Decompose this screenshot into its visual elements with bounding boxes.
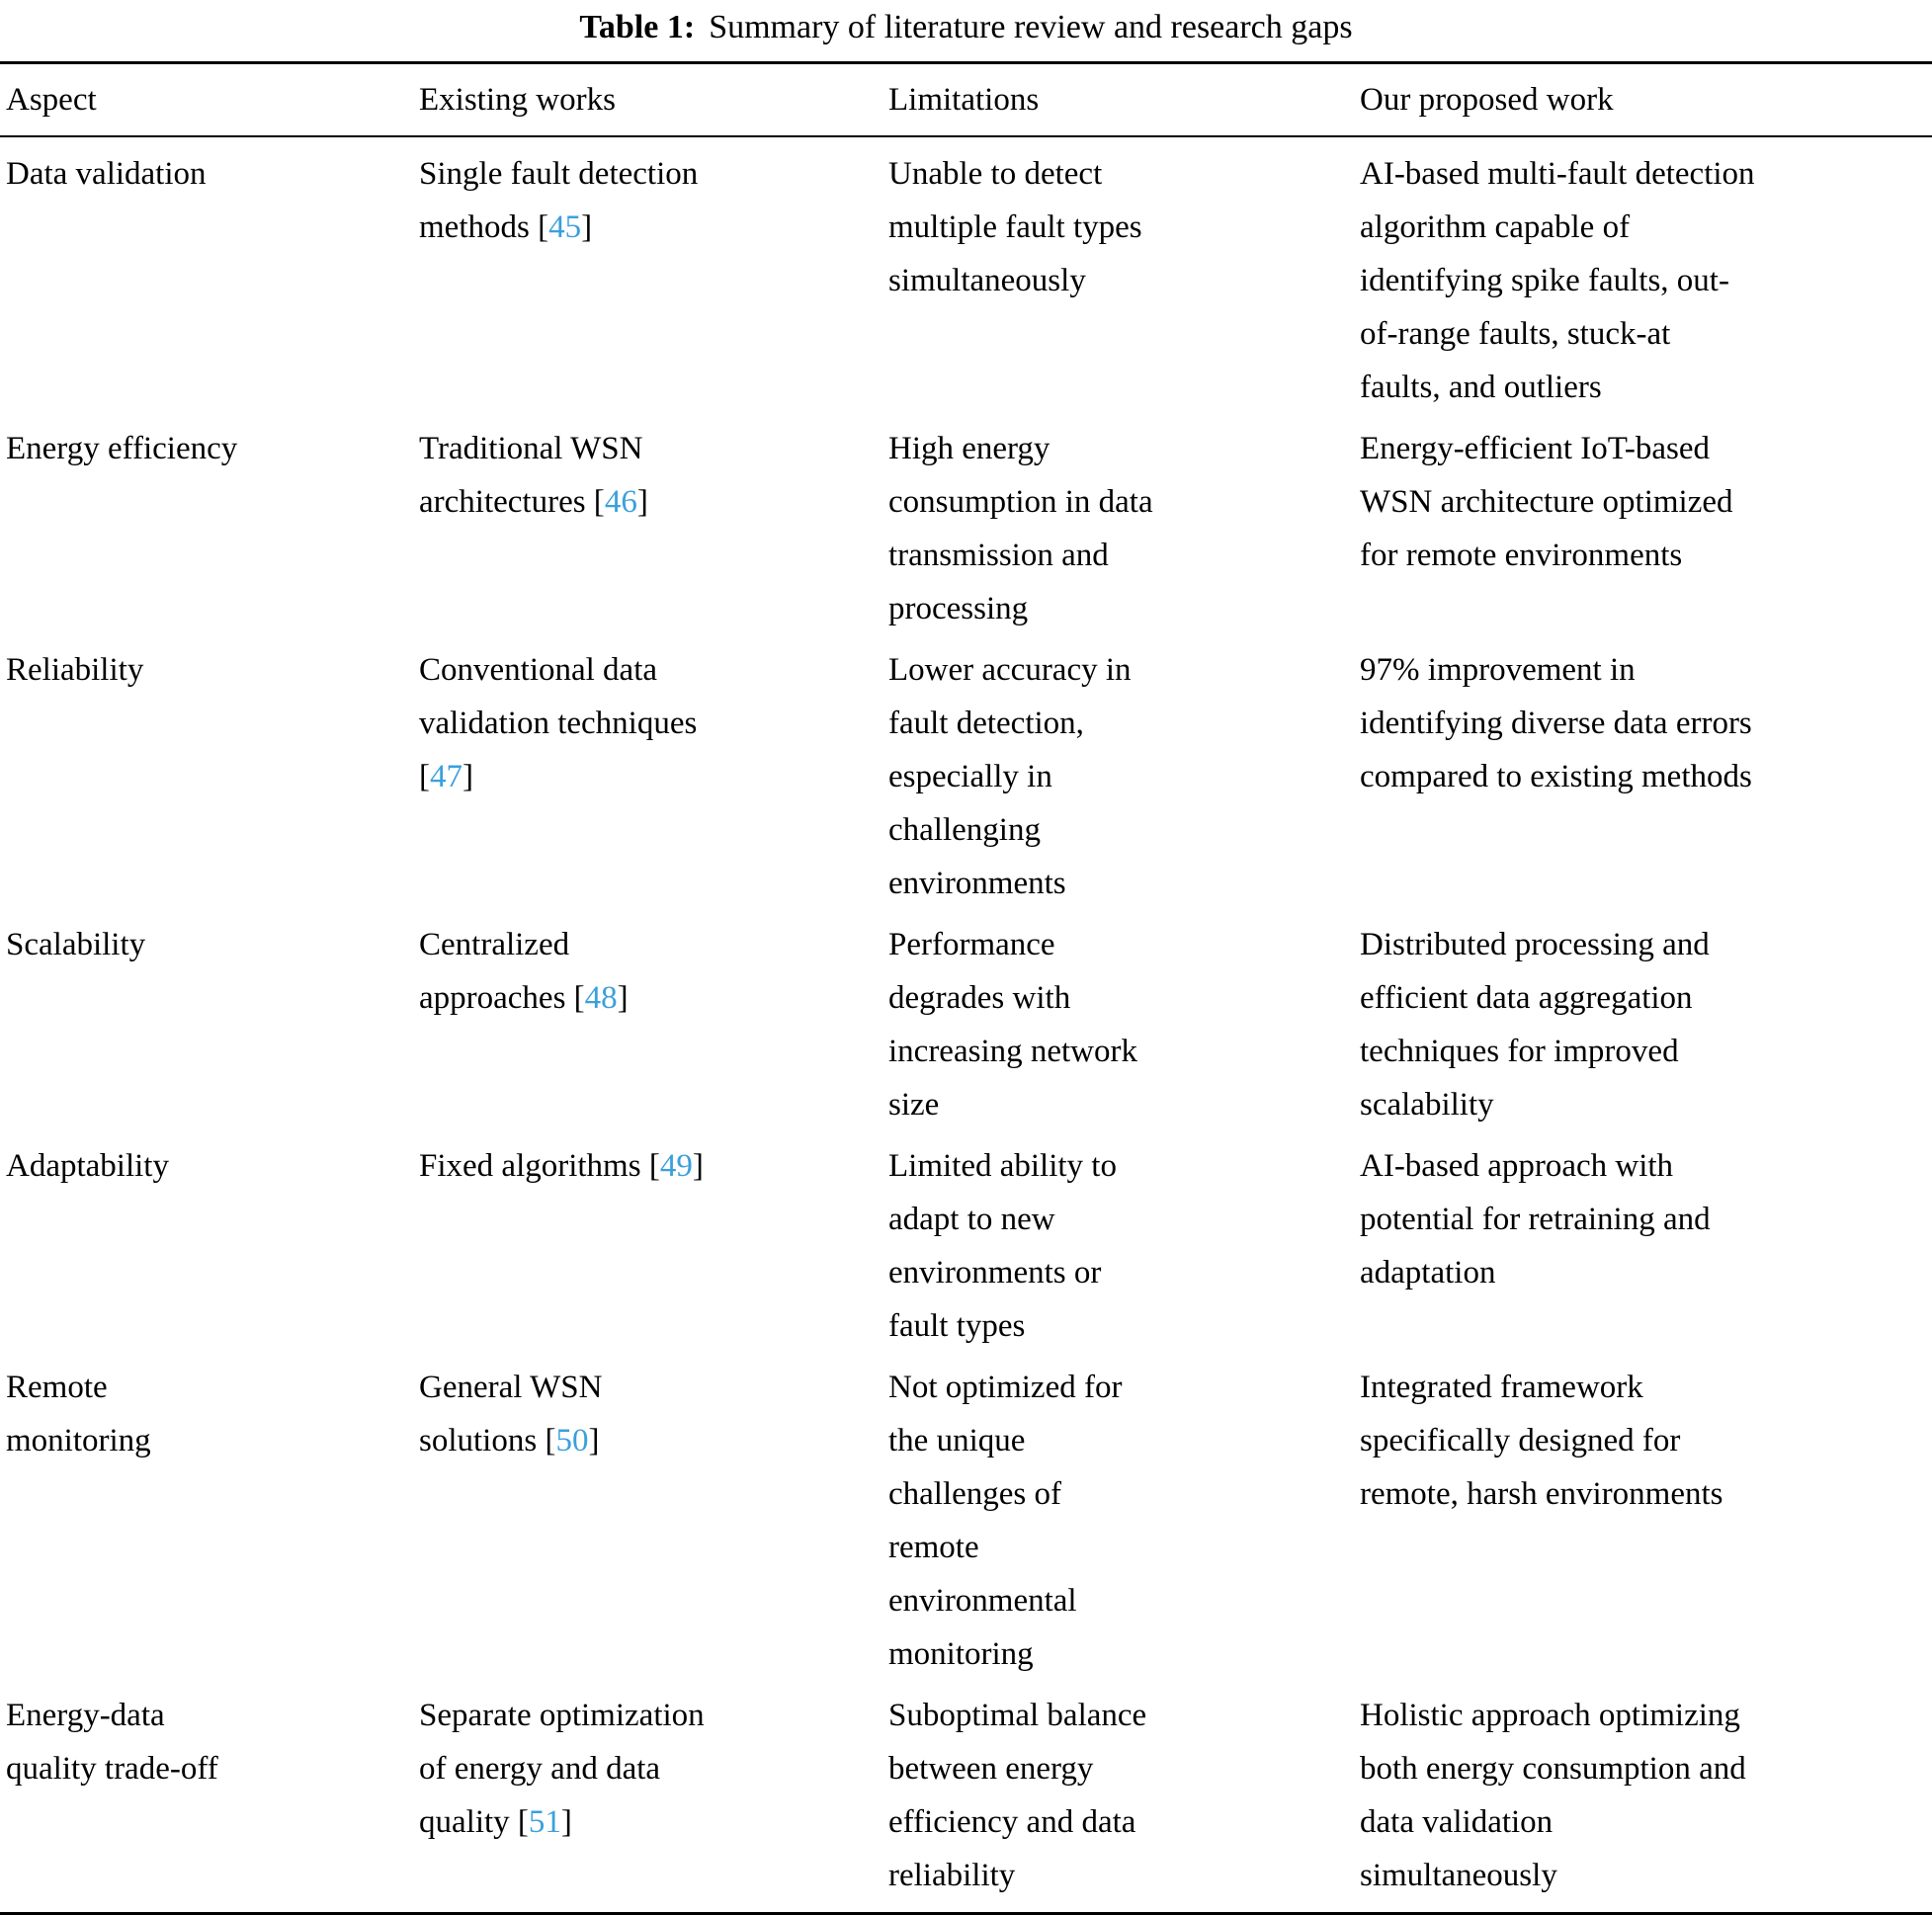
table-cell: Holistic approach optimizing both energy consumption and data validation simultaneously	[1360, 1698, 1746, 1893]
table-cell: Remote monitoring	[6, 1370, 151, 1458]
table-cell: High energy consumption in data transmission and processing	[888, 431, 1153, 626]
table-cell: Conventional data validation techniques [47]	[419, 652, 698, 794]
table-cell: Fixed algorithms [49]	[419, 1148, 704, 1184]
table-cell: Scalability	[6, 927, 146, 962]
column-header: Our proposed work	[1354, 63, 1932, 137]
table-cell: Centralized approaches [48]	[419, 927, 629, 1016]
table-body	[0, 136, 1932, 1914]
citation-link[interactable]: 49	[659, 1148, 693, 1184]
citation-link[interactable]: 47	[430, 759, 462, 794]
citation-link[interactable]: 46	[604, 484, 637, 520]
table-caption-text: Summary of literature review and research gaps	[709, 9, 1353, 45]
column-header: Existing works	[413, 63, 882, 137]
table-row	[0, 414, 1932, 635]
table-row	[0, 1131, 1932, 1353]
table-cell: Separate optimization of energy and data quality [51]	[419, 1698, 705, 1840]
table-cell: 97% improvement in identifying diverse data errors compared to existing methods	[1360, 652, 1752, 794]
table-cell: Reliability	[6, 652, 144, 688]
table-cell: Suboptimal balance between energy efficiency and data reliability	[888, 1698, 1147, 1893]
table-cell: Performance degrades with increasing network size	[888, 927, 1137, 1123]
table-caption	[0, 6, 1932, 49]
table-cell: Traditional WSN architectures [46]	[419, 431, 648, 520]
citation-link[interactable]: 50	[555, 1423, 589, 1458]
citation-link[interactable]: 45	[548, 209, 582, 245]
table-cell: General WSN solutions [50]	[419, 1370, 603, 1458]
literature-review-table	[0, 61, 1932, 1915]
table-row	[0, 1353, 1932, 1681]
table-caption-label: Table 1:	[579, 9, 696, 45]
table-cell: AI-based approach with potential for retraining and adaptation	[1360, 1148, 1711, 1291]
table-cell: Not optimized for the unique challenges of remote environmental monitoring	[888, 1370, 1123, 1672]
citation-link[interactable]: 48	[584, 980, 618, 1016]
table-cell: Energy-efficient IoT-based WSN architecture optimized for remote environments	[1360, 431, 1733, 573]
table-cell: Distributed processing and efficient data aggregation techniques for improved scalability	[1360, 927, 1710, 1123]
table-cell: Lower accuracy in fault detection, especially in challenging environments	[888, 652, 1132, 901]
table-header	[0, 63, 1932, 137]
table-cell: Energy efficiency	[6, 431, 238, 466]
table-row	[0, 910, 1932, 1131]
table-cell: AI-based multi-fault detection algorithm capable of identifying spike faults, out-of-range faults, stuck-at faults, and outliers	[1360, 156, 1755, 405]
table-row	[0, 635, 1932, 910]
table-cell: Integrated framework specifically designed for remote, harsh environments	[1360, 1370, 1723, 1512]
table-cell: Data validation	[6, 156, 207, 192]
column-header: Aspect	[0, 63, 413, 137]
citation-link[interactable]: 51	[528, 1804, 561, 1840]
table-row	[0, 1681, 1932, 1914]
table-cell: Adaptability	[6, 1148, 169, 1184]
table-cell: Limited ability to adapt to new environments or fault types	[888, 1148, 1117, 1344]
header-row	[0, 63, 1932, 137]
table-cell: Energy-data quality trade-off	[6, 1698, 218, 1787]
table-row	[0, 136, 1932, 414]
table-cell: Single fault detection methods [45]	[419, 156, 699, 245]
column-header: Limitations	[882, 63, 1354, 137]
table-cell: Unable to detect multiple fault types simultaneously	[888, 156, 1142, 298]
